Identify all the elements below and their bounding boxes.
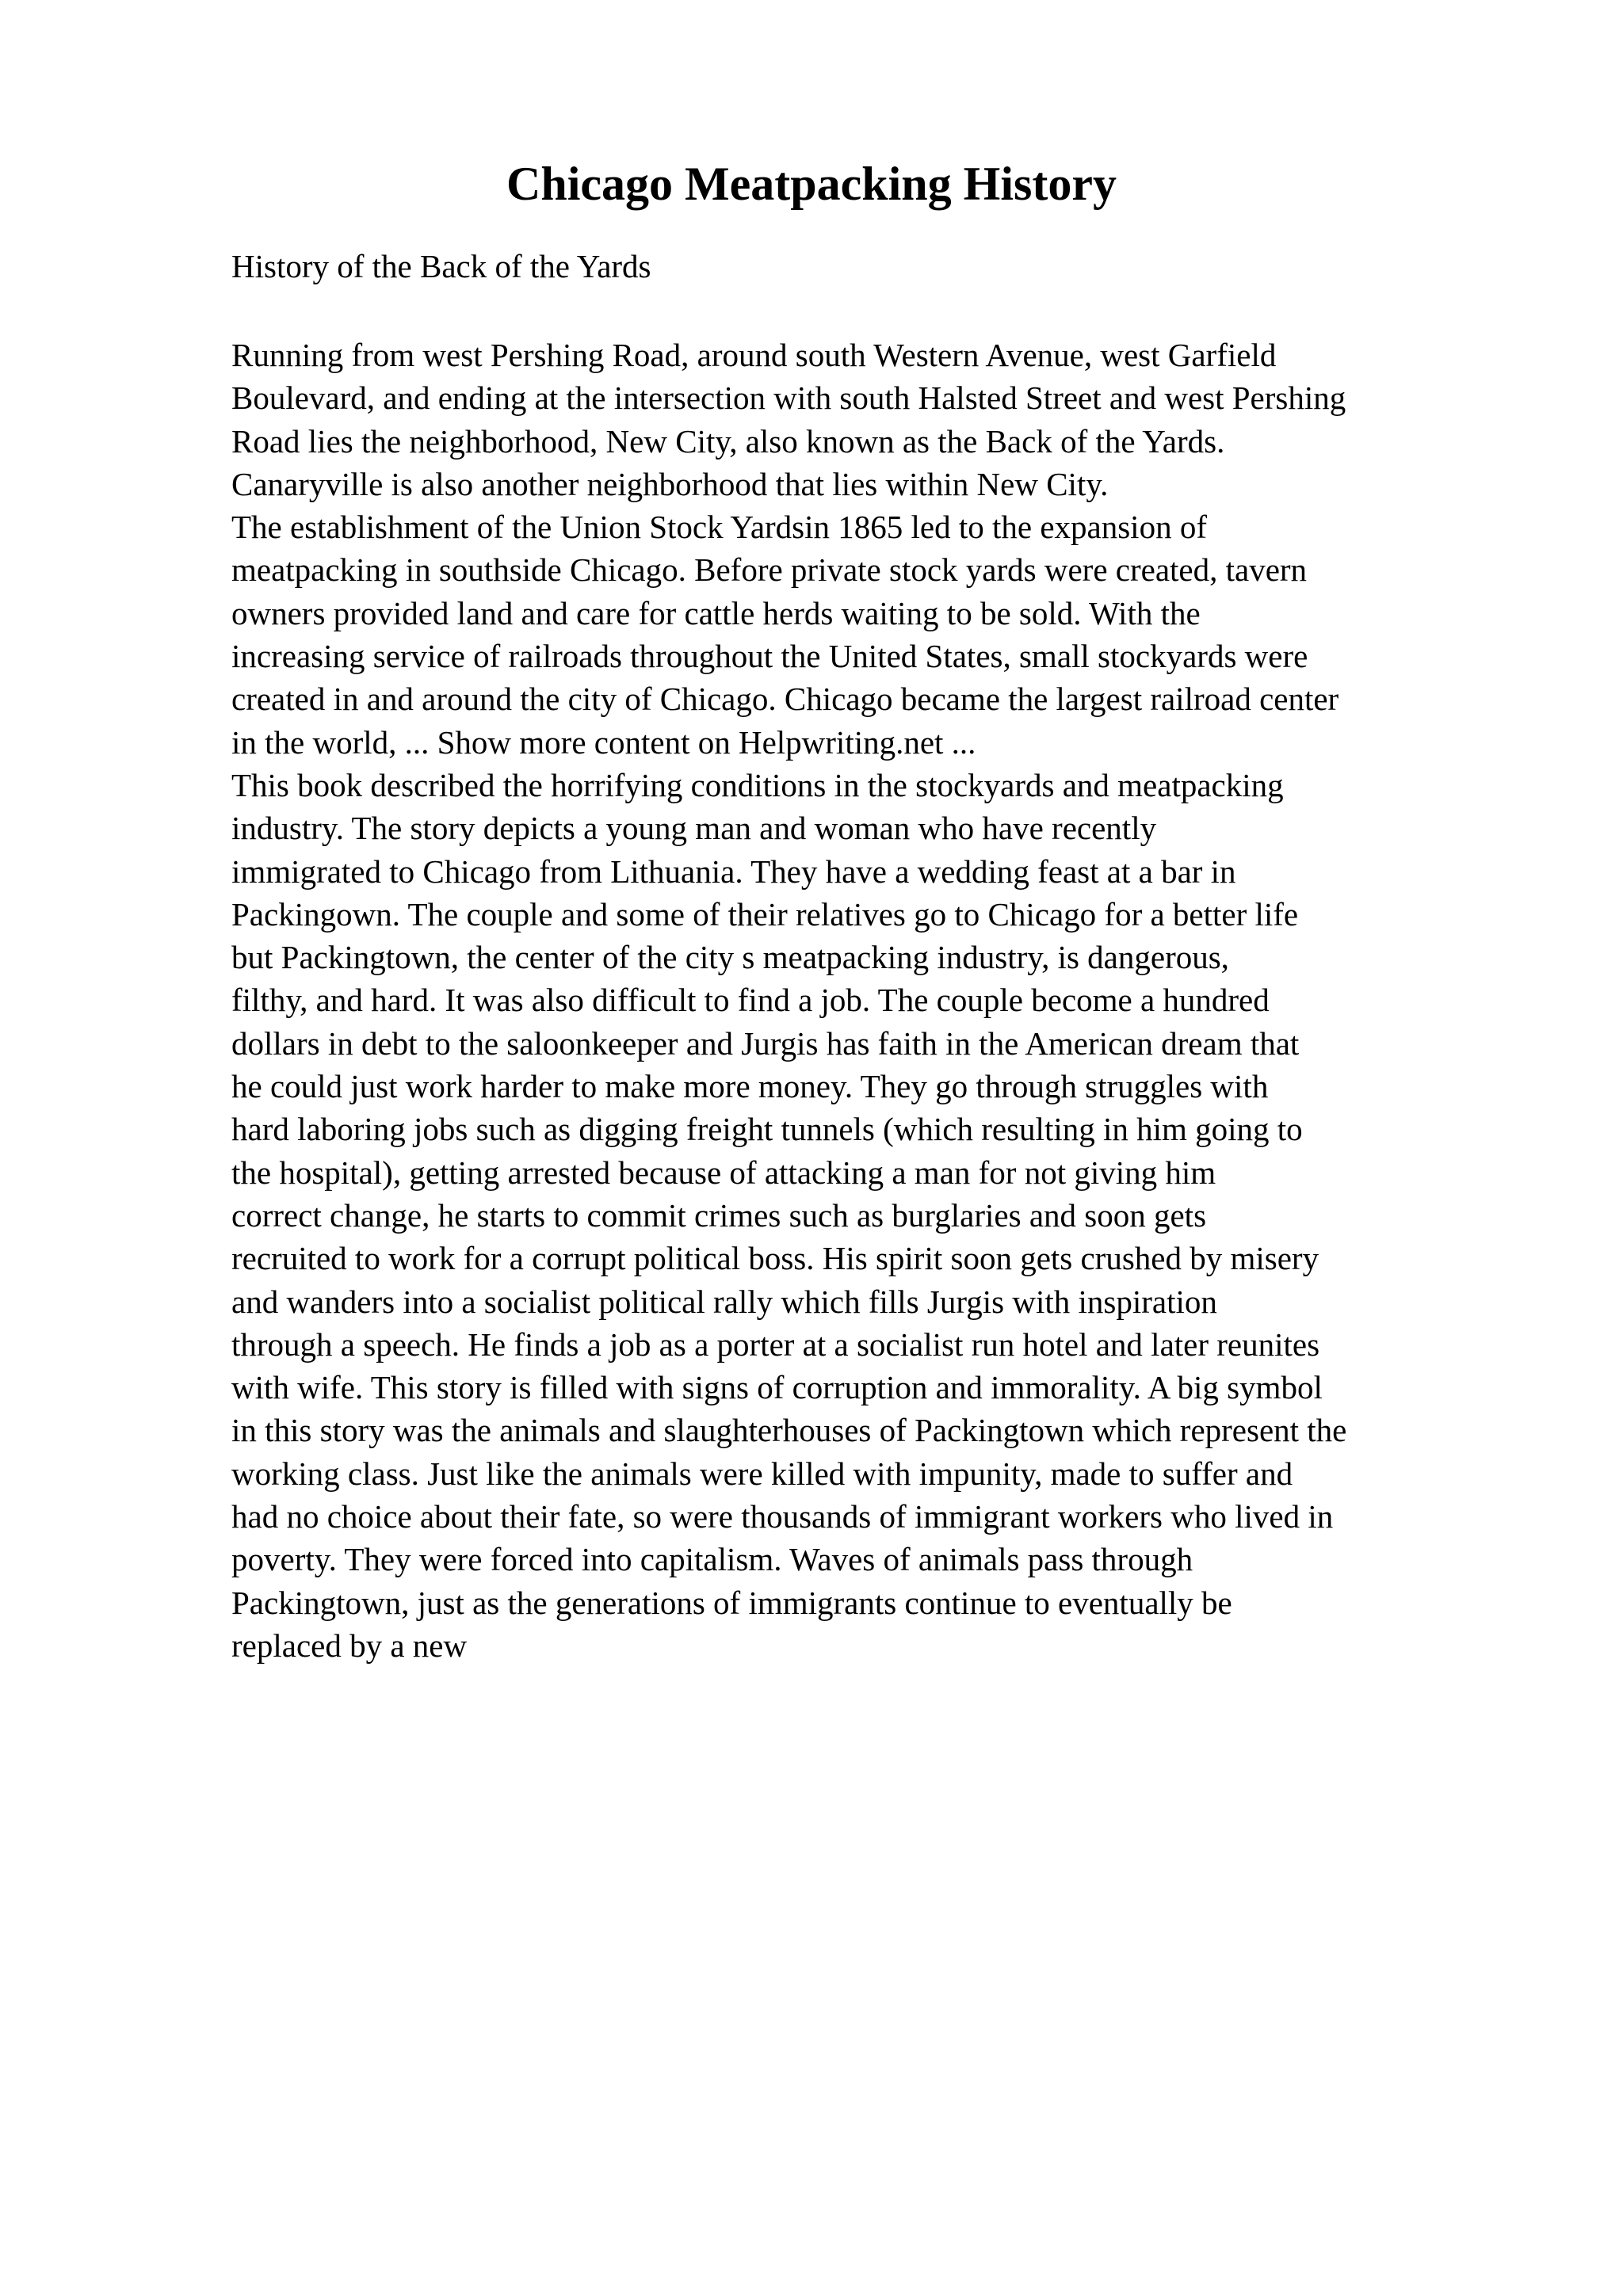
body-text-line: in this story was the animals and slaughterhouses of Packingtown which represent the xyxy=(231,1412,1347,1449)
body-text-line: Road lies the neighborhood, New City, also known as the Back of the Yards. xyxy=(231,422,1225,460)
body-text-line: hard laboring jobs such as digging freight tunnels (which resulting in him going to xyxy=(231,1111,1303,1148)
body-text-line: Packingown. The couple and some of their relatives go to Chicago for a better life xyxy=(231,895,1299,933)
body-text-line: with wife. This story is filled with signs of corruption and immorality. A big symbol xyxy=(231,1369,1323,1406)
document-title: Chicago Meatpacking History xyxy=(506,158,1117,210)
body-text-line: poverty. They were forced into capitalism. Waves of animals pass through xyxy=(231,1541,1193,1578)
body-text-line: Canaryville is also another neighborhood that lies within New City. xyxy=(231,465,1109,502)
body-text-line: immigrated to Chicago from Lithuania. They have a wedding feast at a bar in xyxy=(231,852,1236,890)
body-text-line: The establishment of the Union Stock Yardsin 1865 led to the expansion of xyxy=(231,509,1207,546)
body-text-line: increasing service of railroads throughout the United States, small stockyards were xyxy=(231,638,1308,675)
body-text-line: Boulevard, and ending at the intersection with south Halsted Street and west Pershing xyxy=(231,379,1346,417)
body-text-line: recruited to work for a corrupt political boss. His spirit soon gets crushed by misery xyxy=(231,1240,1319,1277)
body-text-line: the hospital), getting arrested because of attacking a man for not giving him xyxy=(231,1154,1216,1191)
document-subtitle: History of the Back of the Yards xyxy=(231,248,651,284)
body-text-line: dollars in debt to the saloonkeeper and Jurgis has faith in the American dream that xyxy=(231,1024,1300,1062)
body-text-line: but Packingtown, the center of the city s meatpacking industry, is dangerous, xyxy=(231,939,1229,976)
body-text-line: created in and around the city of Chicago. Chicago became the largest railroad center xyxy=(231,681,1339,718)
body-text-line: replaced by a new xyxy=(231,1627,468,1664)
body-text-line: and wanders into a socialist political rally which fills Jurgis with inspiration xyxy=(231,1283,1217,1320)
body-text-line: Running from west Pershing Road, around south Western Avenue, west Garfield xyxy=(231,337,1277,373)
body-text-line: owners provided land and care for cattle herds waiting to be sold. With the xyxy=(231,594,1201,631)
body-text-line: This book described the horrifying conditions in the stockyards and meatpacking xyxy=(231,766,1284,803)
body-text-line: industry. The story depicts a young man and woman who have recently xyxy=(231,810,1157,847)
document-body xyxy=(231,334,1579,1667)
body-text-line: had no choice about their fate, so were thousands of immigrant workers who lived in xyxy=(231,1498,1334,1535)
body-text-line: correct change, he starts to commit crimes such as burglaries and soon gets xyxy=(231,1196,1207,1234)
body-text-line: filthy, and hard. It was also difficult to find a job. The couple become a hundred xyxy=(231,982,1270,1019)
body-text-line: working class. Just like the animals were killed with impunity, made to suffer and xyxy=(231,1455,1293,1492)
body-text-line: through a speech. He finds a job as a porter at a socialist run hotel and later reunites xyxy=(231,1325,1320,1363)
body-text-line: Packingtown, just as the generations of immigrants continue to eventually be xyxy=(231,1584,1232,1621)
body-text-line: meatpacking in southside Chicago. Before private stock yards were created, tavern xyxy=(231,551,1308,589)
body-text-line: he could just work harder to make more money. They go through struggles with xyxy=(231,1068,1269,1105)
body-text-line: in the world, ... Show more content on Helpwriting.net ... xyxy=(231,723,976,761)
